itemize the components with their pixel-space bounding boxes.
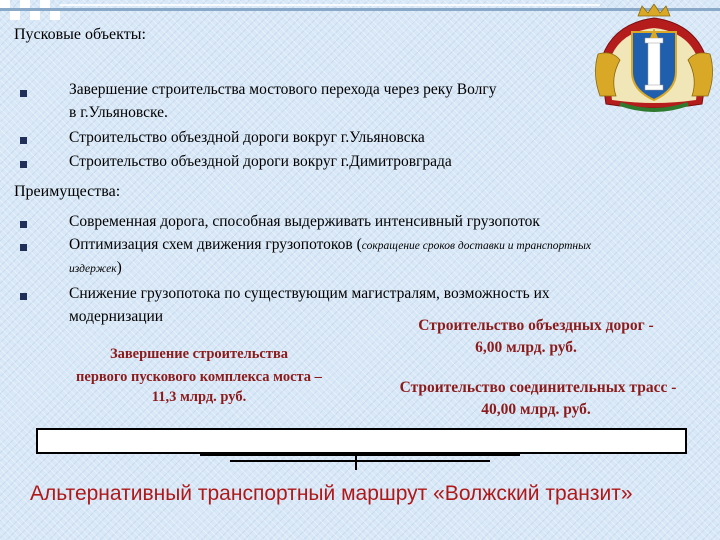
bypass-cost-amount: 6,00 млрд. руб. <box>475 339 577 356</box>
advantage-item-3-line-2: модернизации <box>69 308 164 325</box>
launch-item-1-line-2: в г.Ульяновске. <box>69 104 168 121</box>
bypass-cost-line-1: Строительство объездных дорог - <box>418 317 654 334</box>
header-highlight-line <box>60 4 600 6</box>
square-bullet-icon <box>20 90 27 97</box>
launch-item-2: Строительство объездной дороги вокруг г.Ульяновска <box>69 129 425 146</box>
bracket-arrow-bar-lower <box>230 460 490 462</box>
advantage-item-2-line-2 <box>69 258 122 279</box>
ulyanovsk-coat-of-arms-icon <box>590 4 718 112</box>
advantage-item-2-main: Оптимизация схем движения грузопотоков ( <box>69 236 362 253</box>
square-bullet-icon <box>20 161 27 168</box>
section-title-advantages: Преимущества: <box>14 183 121 200</box>
connect-cost-amount: 40,00 млрд. руб. <box>481 401 591 418</box>
advantage-item-1: Современная дорога, способная выдерживать интенсивный грузопоток <box>69 213 540 230</box>
square-bullet-icon <box>20 293 27 300</box>
section-title-launch-objects: Пусковые объекты: <box>14 26 146 43</box>
bracket-arrow-stem <box>355 456 357 470</box>
connect-cost-line-1: Строительство соединительных трасс - <box>399 379 677 396</box>
advantage-item-2-line-1 <box>69 235 591 256</box>
bridge-cost-amount: 11,3 млрд. руб. <box>151 389 247 405</box>
bracket-arrow-bar <box>200 454 520 456</box>
corner-checker-decoration <box>0 0 64 24</box>
square-bullet-icon <box>20 221 27 228</box>
advantage-item-2-note-cont: издержек <box>69 263 117 275</box>
advantage-item-2-close: ) <box>116 259 122 276</box>
advantage-item-3-line-1: Снижение грузопотока по существующим магистралям, возможность их <box>69 285 550 302</box>
advantage-item-2-note: сокращение сроков доставки и транспортных <box>361 240 592 252</box>
launch-item-1-line-1: Завершение строительства мостового перехода через реку Волгу <box>69 81 497 98</box>
square-bullet-icon <box>20 244 27 251</box>
bridge-cost-line-1: Завершение строительства <box>109 346 289 362</box>
summary-bracket-box <box>36 428 687 454</box>
square-bullet-icon <box>20 137 27 144</box>
bridge-cost-line-2: первого пускового комплекса моста – <box>76 369 322 385</box>
route-title: Альтернативный транспортный маршрут «Волжский транзит» <box>30 482 633 505</box>
launch-item-3: Строительство объездной дороги вокруг г.Димитровграда <box>69 153 452 170</box>
